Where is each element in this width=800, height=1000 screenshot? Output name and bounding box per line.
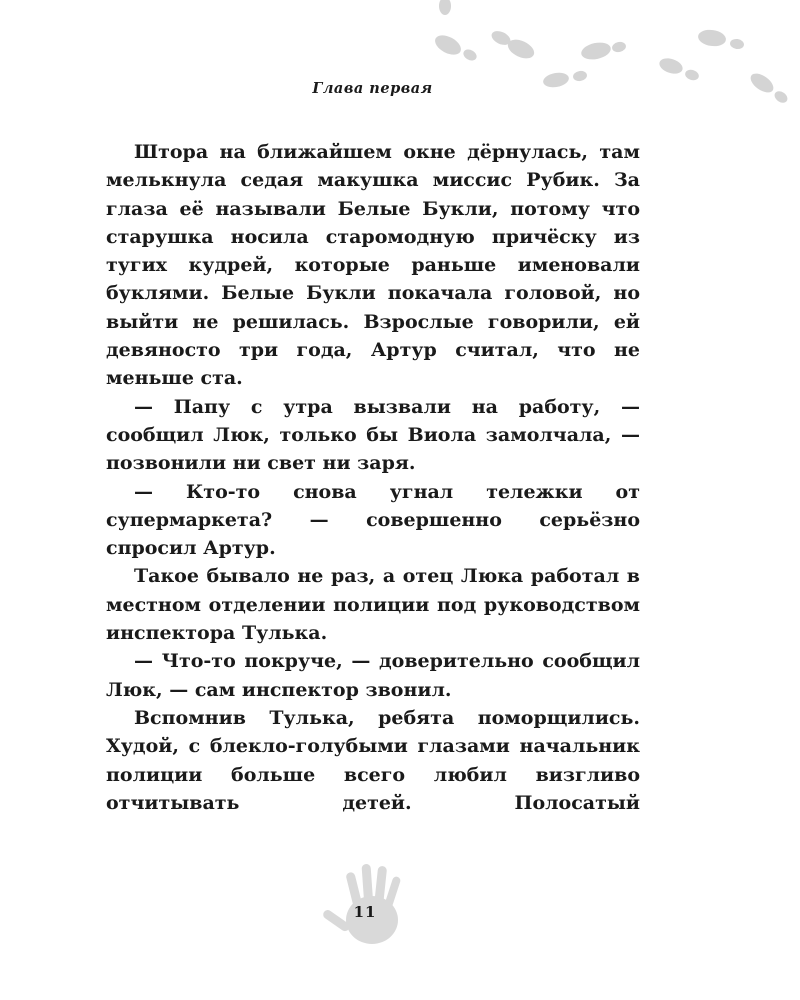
paragraph: Такое бывало не раз, а отец Люка работал в местном отделении полиции под руководством инспектора Тулька. xyxy=(106,565,640,645)
page-number: 11 xyxy=(353,903,377,921)
paragraph: — Что-то покруче, — доверительно сообщил Люк, — сам инспектор звонил. xyxy=(106,650,640,701)
chapter-title: Глава первая xyxy=(312,80,433,97)
paragraph: Штора на ближайшем окне дёрнулась, там мелькнула седая макушка миссис Рубик. За глаза её называли Белые Букли, потому что старушка носила старомодную причёску из тугих кудрей, которые раньше именовали буклями. Белые Букли покачала головой, но выйти не решилась. Взрослые говорили, ей девяносто три года, Артур считал, что не меньше ста. xyxy=(106,141,640,390)
paragraph: — Кто-то снова угнал тележки от супермаркета? — совершенно серьёзно спросил Артур. xyxy=(106,480,640,560)
body-text xyxy=(106,138,640,817)
footprints-icon xyxy=(0,0,800,130)
paragraph: Вспомнив Тулька, ребята поморщились. Худой, с блекло-голубыми глазами начальник полиции больше всего любил визгливо отчитывать детей. Полосатый xyxy=(106,706,640,814)
paragraph: — Папу с утра вызвали на работу, — сообщил Люк, только бы Виола замолчала, — позвонили ни свет ни заря. xyxy=(106,395,640,475)
